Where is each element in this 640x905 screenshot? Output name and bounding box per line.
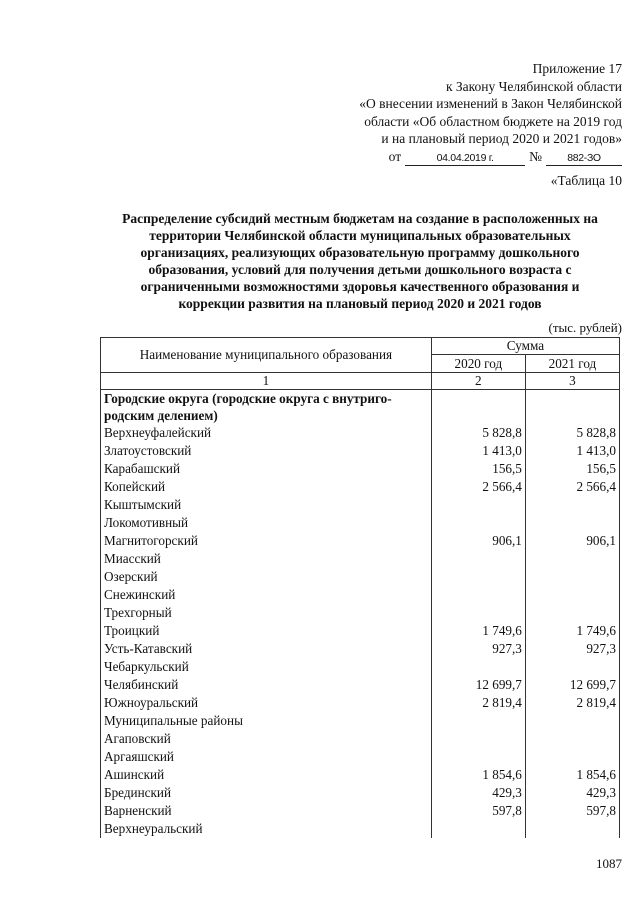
subsidy-table: [100, 337, 620, 838]
municipality-name: Варненский: [101, 802, 432, 820]
appendix-line: «О внесении изменений в Закон Челябинской: [359, 96, 622, 111]
table-row: [101, 622, 620, 640]
table-row: [101, 766, 620, 784]
municipality-name: Копейский: [101, 478, 432, 496]
municipality-name: Трехгорный: [101, 604, 432, 622]
municipality-name: Верхнеуфалейский: [101, 424, 432, 442]
table-row: [101, 442, 620, 460]
municipality-name: Муниципальные районы: [101, 712, 432, 730]
header-sum: Сумма: [431, 338, 619, 355]
table-row: [101, 820, 620, 838]
value-2021: [525, 658, 619, 676]
value-2020: 1 749,6: [431, 622, 525, 640]
value-2021: [525, 550, 619, 568]
municipality-name: Южноуральский: [101, 694, 432, 712]
value-2021: [525, 730, 619, 748]
table-row: [101, 550, 620, 568]
table-row: [101, 460, 620, 478]
column-number-1: 1: [101, 373, 432, 390]
value-2020: [431, 820, 525, 838]
column-number-2: 2: [431, 373, 525, 390]
value-2020: [431, 586, 525, 604]
title-line: организациях, реализующих образовательную программу дошкольного: [140, 245, 580, 260]
date-prefix: от: [388, 148, 402, 164]
value-2021: 5 828,8: [525, 424, 619, 442]
table-row: [101, 802, 620, 820]
value-2020: 2 566,4: [431, 478, 525, 496]
value-2021: 2 566,4: [525, 478, 619, 496]
value-2021: 1 854,6: [525, 766, 619, 784]
table-row: [101, 712, 620, 730]
value-2021: [525, 568, 619, 586]
handwritten-date: 04.04.2019 г.: [405, 152, 525, 166]
table-row: [101, 532, 620, 550]
table-row: [101, 604, 620, 622]
group-label-line: Городские округа (городские округа с внутриго-: [104, 391, 392, 406]
appendix-header: [202, 60, 622, 166]
title-line: территории Челябинской области муниципальных образовательных: [149, 228, 571, 243]
municipality-name: Магнитогорский: [101, 532, 432, 550]
municipality-name: Аргаяшский: [101, 748, 432, 766]
value-2020: [431, 604, 525, 622]
value-2020: 906,1: [431, 532, 525, 550]
value-2021: [525, 514, 619, 532]
municipality-name: Брединский: [101, 784, 432, 802]
municipality-name: Карабашский: [101, 460, 432, 478]
table-row: [101, 748, 620, 766]
value-2020: [431, 550, 525, 568]
value-2021: 12 699,7: [525, 676, 619, 694]
value-2021: 429,3: [525, 784, 619, 802]
value-2020: [431, 496, 525, 514]
number-prefix: №: [529, 148, 542, 164]
municipality-name: Златоустовский: [101, 442, 432, 460]
table-row: [101, 586, 620, 604]
municipality-name: Троицкий: [101, 622, 432, 640]
header-2020: 2020 год: [431, 355, 525, 373]
value-2020: 429,3: [431, 784, 525, 802]
document-title: [100, 210, 620, 312]
table-row: [101, 730, 620, 748]
value-2021: [525, 712, 619, 730]
value-2020: [431, 748, 525, 766]
value-2021: 597,8: [525, 802, 619, 820]
municipality-name: Агаповский: [101, 730, 432, 748]
appendix-line: Приложение 17: [532, 61, 622, 76]
table-row: [101, 784, 620, 802]
value-2021: [525, 748, 619, 766]
header-2021: 2021 год: [525, 355, 619, 373]
table-row: [101, 568, 620, 586]
law-date-number: [202, 148, 622, 166]
municipality-name: Кыштымский: [101, 496, 432, 514]
group-label-line: родским делением): [104, 408, 218, 423]
table-row: [101, 676, 620, 694]
value-2020: [431, 568, 525, 586]
group-label: [101, 390, 432, 425]
title-line: ограниченными возможностями здоровья качественного образования и: [140, 279, 580, 294]
value-2020: 597,8: [431, 802, 525, 820]
value-2021: 927,3: [525, 640, 619, 658]
appendix-line: к Закону Челябинской области: [445, 78, 622, 94]
units-label: (тыс. рублей): [548, 320, 622, 335]
value-2021: 1 749,6: [525, 622, 619, 640]
value-2020: 927,3: [431, 640, 525, 658]
header-municipality: Наименование муниципального образования: [101, 338, 432, 373]
group-value-2020: [431, 390, 525, 425]
table-row: [101, 658, 620, 676]
value-2020: 1 413,0: [431, 442, 525, 460]
value-2021: 156,5: [525, 460, 619, 478]
value-2021: [525, 586, 619, 604]
value-2021: 1 413,0: [525, 442, 619, 460]
value-2020: 5 828,8: [431, 424, 525, 442]
value-2020: [431, 712, 525, 730]
municipality-name: Челябинский: [101, 676, 432, 694]
value-2020: [431, 514, 525, 532]
table-row: [101, 514, 620, 532]
table-row: [101, 424, 620, 442]
municipality-name: Локомотивный: [101, 514, 432, 532]
table-row: [101, 640, 620, 658]
value-2020: [431, 730, 525, 748]
value-2021: 906,1: [525, 532, 619, 550]
column-number-3: 3: [525, 373, 619, 390]
municipality-name: Усть-Катавский: [101, 640, 432, 658]
value-2021: [525, 820, 619, 838]
municipality-name: Чебаркульский: [101, 658, 432, 676]
table-row: [101, 478, 620, 496]
appendix-line: области «Об областном бюджете на 2019 год: [364, 113, 622, 129]
table-row: [101, 694, 620, 712]
municipality-name: Миасский: [101, 550, 432, 568]
page-number: 1087: [596, 856, 622, 871]
value-2021: [525, 604, 619, 622]
title-line: образования, условий для получения детьми дошкольного возраста с: [148, 262, 572, 277]
municipality-name: Ашинский: [101, 766, 432, 784]
municipality-name: Снежинский: [101, 586, 432, 604]
group-value-2021: [525, 390, 619, 425]
table-reference: «Таблица 10: [550, 173, 622, 188]
value-2021: [525, 496, 619, 514]
table-row: [101, 496, 620, 514]
municipality-name: Верхнеуральский: [101, 820, 432, 838]
value-2020: 156,5: [431, 460, 525, 478]
group-row: [101, 390, 620, 425]
value-2020: 1 854,6: [431, 766, 525, 784]
value-2020: [431, 658, 525, 676]
municipality-name: Озерский: [101, 568, 432, 586]
value-2021: 2 819,4: [525, 694, 619, 712]
value-2020: 2 819,4: [431, 694, 525, 712]
title-line: Распределение субсидий местным бюджетам на создание в расположенных на: [122, 211, 598, 226]
appendix-line: и на плановый период 2020 и 2021 годов»: [381, 131, 622, 146]
value-2020: 12 699,7: [431, 676, 525, 694]
handwritten-law-number: 882-ЗО: [546, 152, 622, 166]
title-line: коррекции развития на плановый период 2020 и 2021 годов: [178, 296, 542, 311]
